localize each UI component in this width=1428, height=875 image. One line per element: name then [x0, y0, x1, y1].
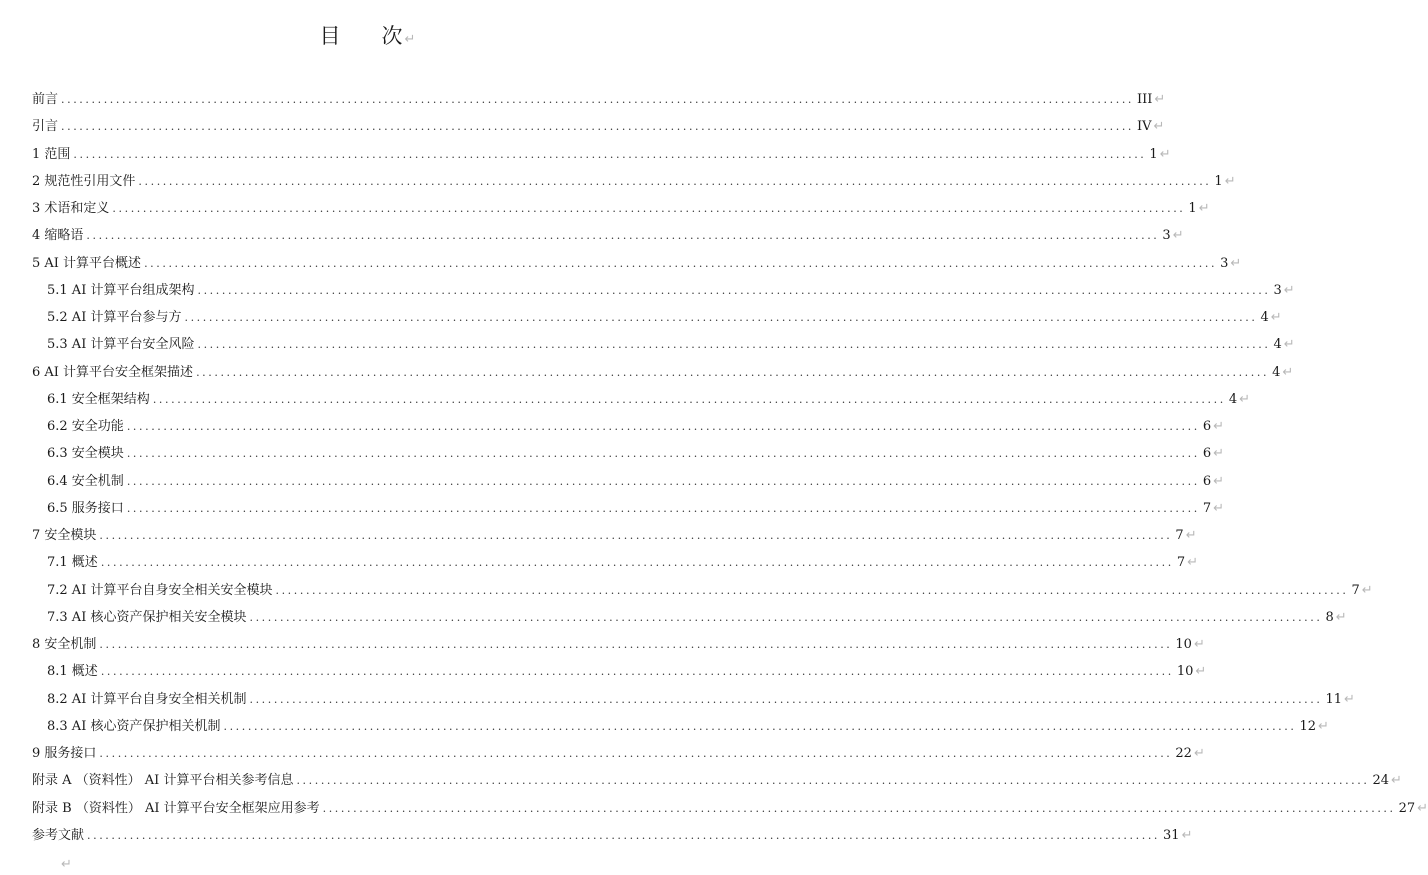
toc-entry-page: 6 [1202, 446, 1212, 462]
paragraph-mark-icon: ↵ [1153, 119, 1165, 135]
paragraph-mark-icon: ↵ [1213, 473, 1224, 489]
toc-leader-dots: ................................................................................................................................................................................ [86, 229, 1160, 243]
paragraph-mark-icon: ↵ [1185, 528, 1197, 543]
toc-entry-label: 5.2 AI 计算平台参与方 [47, 310, 182, 325]
paragraph-mark-icon: ↵ [1193, 637, 1205, 652]
toc-leader-dots: ................................................................................................................................................................................ [112, 202, 1186, 215]
toc-entry-page: 10 [1176, 664, 1194, 680]
toc-entry[interactable] [47, 277, 1295, 299]
toc-leader-dots: ................................................................................................................................................................................ [73, 147, 1147, 161]
toc-entry-label: 7 安全模块 [32, 528, 97, 543]
toc-entry-label: 前言 [32, 92, 59, 107]
paragraph-mark-icon: ↵ [1391, 773, 1402, 789]
toc-entry[interactable] [32, 141, 1171, 163]
toc-entry[interactable] [32, 522, 1197, 544]
toc-leader-dots: ................................................................................................................................................................................ [100, 665, 1174, 679]
toc-entry[interactable] [47, 577, 1373, 599]
paragraph-mark-icon: ↵ [1198, 201, 1210, 216]
toc-entry[interactable] [32, 740, 1205, 762]
toc-entry-page: 4 [1260, 310, 1269, 325]
toc-entry-label: 6 AI 计算平台安全框架描述 [32, 364, 194, 380]
toc-entry-label: 5 AI 计算平台概述 [32, 255, 142, 271]
toc-entry-page: 1 [1149, 146, 1158, 162]
toc-entry-label: 7.3 AI 核心资产保护相关安全模块 [47, 609, 247, 625]
toc-entry-page: 3 [1273, 282, 1282, 298]
toc-entry[interactable] [32, 195, 1210, 217]
toc-entry-page: 3 [1220, 255, 1229, 271]
toc-entry-label: 4 缩略语 [32, 228, 84, 244]
toc-leader-dots: ................................................................................................................................................................................ [152, 392, 1226, 406]
toc-entry-label: 附录 A （资料性） AI 计算平台相关参考信息 [32, 773, 294, 789]
toc-entry-page: 8 [1325, 609, 1334, 625]
paragraph-mark-icon: ↵ [1154, 92, 1166, 107]
toc-entry[interactable] [47, 304, 1282, 326]
toc-entry-label: 6.5 服务接口 [47, 500, 124, 516]
paragraph-mark-icon: ↵ [1213, 446, 1224, 462]
paragraph-mark-icon: ↵ [1417, 800, 1428, 816]
toc-entry-page: 22 [1175, 746, 1192, 761]
paragraph-mark-icon: ↵ [1282, 364, 1294, 380]
paragraph-mark-icon: ↵ [61, 857, 72, 872]
paragraph-mark-icon: ↵ [1318, 718, 1329, 734]
toc-entry[interactable] [47, 495, 1224, 517]
paragraph-mark-icon: ↵ [1335, 609, 1347, 625]
toc-entry[interactable] [32, 86, 1166, 108]
toc-entry-label: 6.3 安全模块 [47, 446, 124, 462]
paragraph-mark-icon: ↵ [1270, 310, 1282, 325]
toc-entry-label: 7.1 概述 [47, 555, 98, 571]
toc-leader-dots: ................................................................................................................................................................................ [126, 420, 1200, 433]
paragraph-mark-icon: ↵ [1172, 228, 1184, 244]
toc-leader-dots: ................................................................................................................................................................................ [126, 474, 1200, 488]
paragraph-mark-icon: ↵ [404, 32, 417, 47]
paragraph-mark-icon: ↵ [1213, 419, 1224, 434]
toc-entry-page: 6 [1202, 419, 1212, 434]
toc-entry-page: 7 [1175, 528, 1184, 543]
toc-entry[interactable] [32, 222, 1184, 244]
toc-entry[interactable] [47, 468, 1224, 490]
toc-entry[interactable] [47, 386, 1250, 408]
toc-leader-dots: ................................................................................................................................................................................ [322, 801, 1396, 815]
toc-leader-dots: ................................................................................................................................................................................ [196, 365, 1270, 379]
toc-entry[interactable] [32, 822, 1193, 844]
toc-entry-page: 4 [1273, 337, 1282, 353]
toc-leader-dots: ................................................................................................................................................................................ [223, 719, 1297, 733]
toc-entry-label: 6.4 安全机制 [47, 473, 124, 489]
toc-leader-dots: ................................................................................................................................................................................ [100, 556, 1174, 570]
toc-entry-page: 11 [1325, 691, 1343, 707]
toc-leader-dots: ................................................................................................................................................................................ [184, 311, 1258, 324]
paragraph-mark-icon: ↵ [1344, 691, 1355, 707]
toc-entry-label: 9 服务接口 [32, 746, 97, 761]
paragraph-mark-icon: ↵ [1195, 664, 1207, 680]
toc-entry-page: 12 [1299, 718, 1317, 734]
toc-title [0, 20, 736, 50]
toc-entry-label: 8.1 概述 [47, 664, 98, 680]
toc-entry-label: 8.2 AI 计算平台自身安全相关机制 [47, 691, 247, 707]
toc-title-part2: 次 [381, 24, 404, 48]
toc-entry-label: 5.3 AI 计算平台安全风险 [47, 337, 195, 353]
toc-entry-page: 7 [1202, 500, 1212, 516]
toc-entry-page: 3 [1162, 228, 1171, 244]
toc-entry-label: 3 术语和定义 [32, 201, 110, 216]
toc-leader-dots: ................................................................................................................................................................................ [296, 774, 1370, 788]
toc-leader-dots: ................................................................................................................................................................................ [61, 93, 1135, 106]
paragraph-mark-icon: ↵ [1361, 582, 1373, 598]
toc-entry-label: 7.2 AI 计算平台自身安全相关安全模块 [47, 582, 273, 598]
toc-entry[interactable] [47, 686, 1355, 708]
toc-entry-page: 31 [1163, 827, 1180, 843]
toc-entry-label: 5.1 AI 计算平台组成架构 [47, 282, 195, 298]
toc-entry-page: 4 [1272, 364, 1281, 380]
toc-leader-dots: ................................................................................................................................................................................ [99, 529, 1173, 542]
toc-entry[interactable] [32, 250, 1242, 272]
toc-entry-page: 4 [1228, 391, 1238, 407]
toc-title-part1: 目 [319, 24, 342, 48]
toc-entry[interactable] [32, 359, 1294, 381]
toc-entry-page: 7 [1351, 582, 1360, 598]
toc-entry-page: 7 [1176, 555, 1186, 571]
toc-entry-label: 2 规范性引用文件 [32, 173, 136, 189]
toc-leader-dots: ................................................................................................................................................................................ [61, 120, 1135, 134]
toc-entry-label: 8 安全机制 [32, 637, 97, 652]
toc-leader-dots: ................................................................................................................................................................................ [249, 610, 1323, 624]
toc-leader-dots: ................................................................................................................................................................................ [249, 692, 1323, 706]
toc-leader-dots: ................................................................................................................................................................................ [138, 174, 1212, 188]
toc-leader-dots: ................................................................................................................................................................................ [197, 283, 1271, 297]
toc-entry-label: 引言 [32, 119, 59, 135]
toc-leader-dots: ................................................................................................................................................................................ [99, 638, 1173, 651]
paragraph-mark-icon: ↵ [1230, 255, 1242, 271]
toc-entry-page: 1 [1214, 173, 1223, 189]
toc-entry[interactable] [47, 331, 1295, 353]
toc-leader-dots: ................................................................................................................................................................................ [87, 828, 1161, 842]
toc-entry-label: 附录 B （资料性） AI 计算平台安全框架应用参考 [32, 800, 320, 816]
toc-entry-label: 参考文献 [32, 827, 85, 843]
toc-leader-dots: ................................................................................................................................................................................ [99, 747, 1173, 760]
paragraph-mark-icon: ↵ [1193, 746, 1205, 761]
paragraph-mark-icon: ↵ [1224, 173, 1236, 189]
paragraph-mark-icon: ↵ [1283, 337, 1295, 353]
toc-entry[interactable] [47, 658, 1207, 680]
toc-leader-dots: ................................................................................................................................................................................ [126, 447, 1200, 461]
toc-entry-label: 8.3 AI 核心资产保护相关机制 [47, 718, 221, 734]
toc-leader-dots: ................................................................................................................................................................................ [275, 583, 1349, 597]
toc-entry-page: IV [1137, 119, 1152, 135]
toc-entry-page: 10 [1175, 637, 1192, 652]
toc-entry[interactable] [32, 631, 1205, 653]
toc-entry-page: III [1137, 92, 1153, 107]
toc-entry-label: 1 范围 [32, 146, 71, 162]
toc-entry-page: 27 [1398, 800, 1416, 816]
toc-entry-page: 1 [1188, 201, 1197, 216]
toc-entry[interactable] [32, 168, 1236, 190]
toc-leader-dots: ................................................................................................................................................................................ [197, 338, 1271, 352]
toc-entry-page: 24 [1372, 773, 1389, 789]
toc-entry-label: 6.2 安全功能 [47, 419, 124, 434]
toc-entry[interactable] [47, 604, 1347, 626]
toc-entry[interactable] [47, 440, 1224, 462]
toc-leader-dots: ................................................................................................................................................................................ [126, 501, 1200, 515]
paragraph-mark-icon: ↵ [1181, 827, 1193, 843]
toc-entry[interactable] [32, 795, 1428, 817]
toc-entry[interactable] [47, 413, 1224, 435]
toc-entry[interactable] [32, 113, 1165, 135]
paragraph-mark-icon: ↵ [1159, 146, 1171, 162]
paragraph-mark-icon: ↵ [1213, 500, 1224, 516]
toc-leader-dots: ................................................................................................................................................................................ [144, 256, 1218, 270]
paragraph-mark-icon: ↵ [1283, 282, 1295, 298]
toc-entry-page: 6 [1202, 473, 1212, 489]
toc-entry-label: 6.1 安全框架结构 [47, 391, 150, 407]
paragraph-mark-icon: ↵ [1239, 391, 1250, 407]
toc-entry[interactable] [47, 713, 1329, 735]
toc-entry[interactable] [32, 767, 1402, 789]
paragraph-mark-icon: ↵ [1187, 555, 1198, 571]
toc-entry[interactable] [47, 549, 1198, 571]
